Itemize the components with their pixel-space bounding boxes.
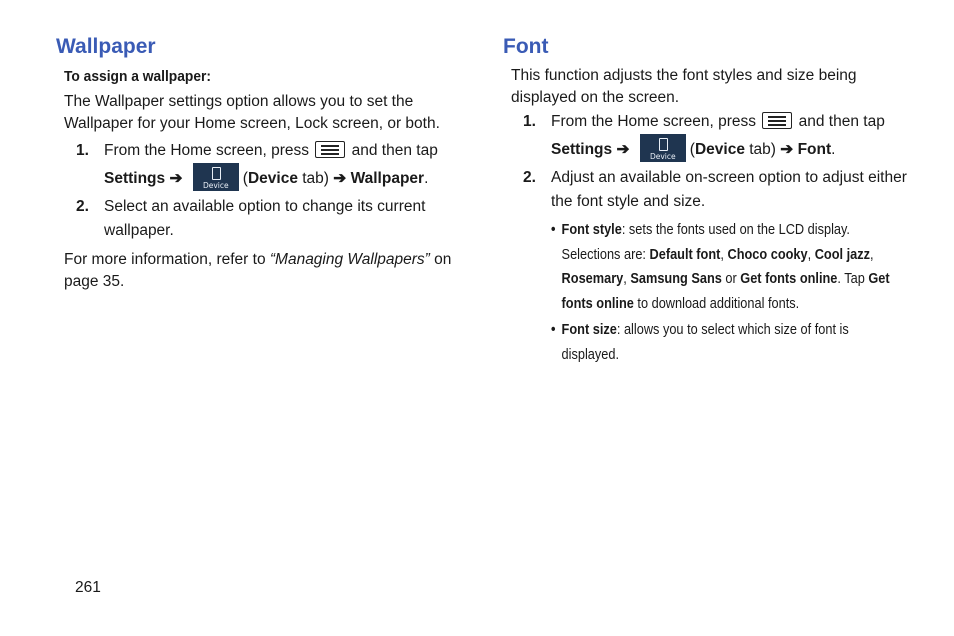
wallpaper-section [56, 34, 466, 293]
bullet-icon: • [551, 322, 556, 338]
wallpaper-step-2 [64, 195, 466, 243]
font-size-label: Font size [561, 322, 617, 338]
step-text: Adjust an available on-screen option to adjust either the font style and size. [551, 169, 907, 210]
wallpaper-intro: The Wallpaper settings option allows you to set the Wallpaper for your Home screen, Lock screen, or both. [64, 93, 440, 132]
font-section [503, 34, 923, 367]
paren: ( [242, 170, 248, 187]
option-default-font: Default font [649, 246, 721, 263]
bullet-text: : allows you to select which size of font is displayed. [561, 322, 849, 363]
arrow-icon: ➔ [616, 141, 630, 158]
period: . [424, 170, 429, 187]
device-tab-label: Device [202, 181, 229, 190]
step-text: and then tap [351, 142, 438, 159]
device-tab-icon [640, 134, 686, 162]
sep: , [807, 246, 815, 263]
paren: ( [689, 141, 695, 158]
option-get-fonts-online-tap: Get fonts online [561, 271, 890, 312]
device-tab-icon [193, 163, 239, 191]
font-heading: Font [503, 35, 549, 58]
font-target: Font [797, 141, 832, 158]
bullet-icon: • [551, 222, 556, 238]
device-label: Device [247, 170, 298, 187]
font-style-bullet [551, 218, 905, 316]
step-number: 1. [523, 113, 536, 130]
period: . [831, 141, 836, 158]
more-text: For more information, refer to [64, 251, 270, 268]
option-samsung-sans: Samsung Sans [630, 271, 722, 287]
step-text: and then tap [798, 113, 885, 130]
option-choco-cooky: Choco cooky [727, 246, 808, 263]
wallpaper-target: Wallpaper [350, 170, 425, 187]
wallpaper-heading: Wallpaper [56, 35, 156, 58]
step-text: From the Home screen, press [104, 142, 310, 159]
tab-text: tab) [297, 170, 334, 187]
step-number: 2. [523, 169, 536, 186]
arrow-icon: ➔ [780, 141, 794, 158]
more-text: on page 35. [64, 251, 452, 290]
bullet-text: : sets the fonts used on the LCD display. Selections are: [561, 222, 850, 263]
font-style-label: Font style [561, 222, 622, 238]
page-number: 261 [75, 579, 101, 596]
menu-key-icon [315, 141, 345, 158]
sep: or [721, 271, 741, 287]
device-tab-label: Device [649, 152, 676, 161]
step-number: 2. [76, 198, 89, 215]
option-get-fonts-online: Get fonts online [740, 271, 838, 287]
step-text: From the Home screen, press [551, 113, 757, 130]
cross-reference-link[interactable]: “Managing Wallpapers” [269, 251, 430, 268]
sep: . Tap [837, 271, 869, 287]
settings-label: Settings [104, 170, 166, 187]
sep: , [720, 246, 728, 263]
phone-icon [212, 167, 221, 180]
sep: , [623, 271, 631, 287]
option-rosemary: Rosemary [561, 271, 624, 287]
bullet-text: to download additional fonts. [633, 295, 800, 312]
settings-label: Settings [551, 141, 613, 158]
step-number: 1. [76, 142, 89, 159]
font-intro: This function adjusts the font styles and size being displayed on the screen. [511, 67, 857, 106]
font-step-1 [511, 110, 923, 162]
step-text: Select an available option to change its current wallpaper. [104, 198, 426, 239]
wallpaper-subheading: To assign a wallpaper: [64, 68, 211, 85]
tab-text: tab) [744, 141, 781, 158]
menu-key-icon [762, 112, 792, 129]
wallpaper-more-info [64, 249, 466, 293]
sep: , [870, 246, 874, 263]
font-step-2 [511, 166, 923, 214]
wallpaper-step-1 [64, 139, 466, 191]
arrow-icon: ➔ [333, 170, 347, 187]
arrow-icon: ➔ [169, 170, 183, 187]
option-cool-jazz: Cool jazz [814, 246, 871, 263]
device-label: Device [694, 141, 745, 158]
phone-icon [659, 138, 668, 151]
font-size-bullet [551, 318, 905, 367]
